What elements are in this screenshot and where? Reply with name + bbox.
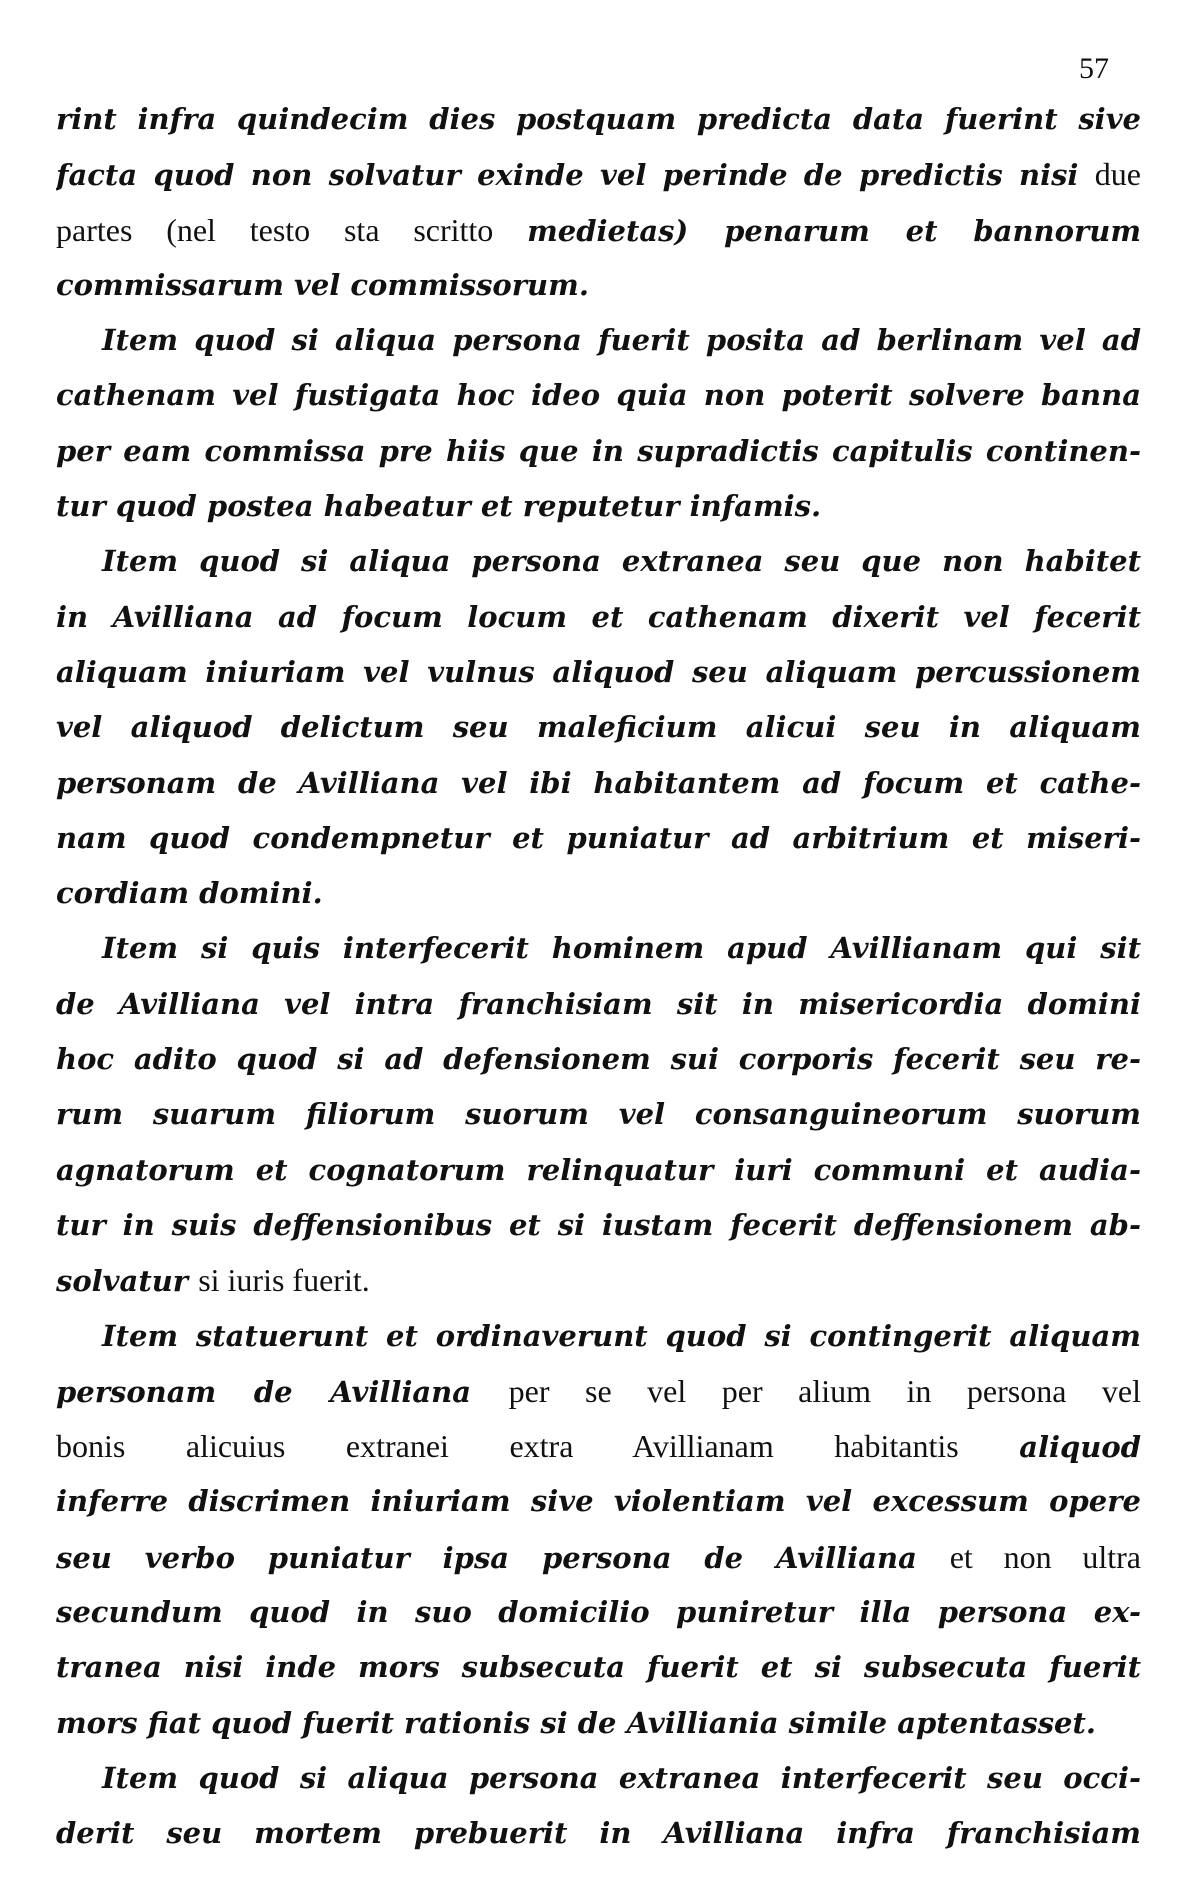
text-line <box>56 1751 1141 1806</box>
text-run: inferre discrimen iniuriam sive violentiam vel excessum opere <box>56 1484 1141 1519</box>
text-run: commissarum vel commissorum. <box>56 267 589 302</box>
text-line <box>56 424 1141 479</box>
text-run: cathenam vel fustigata hoc ideo quia non poterit solvere banna <box>56 378 1141 413</box>
text-run: tranea nisi inde mors subsecuta fuerit et si subsecuta fuerit <box>56 1650 1141 1685</box>
text-run: facta quod non solvatur exinde vel perinde de predictis nisi <box>56 158 1095 193</box>
text-line <box>56 1585 1141 1640</box>
text-run: personam de Avilliana vel ibi habitantem ad focum et cathe- <box>56 765 1141 800</box>
text-run: vel aliquod delictum seu maleficium alicui seu in aliquam <box>56 710 1141 745</box>
text-run: per se vel per alium in persona vel <box>508 1372 1141 1409</box>
text-run: in Avilliana ad focum locum et cathenam dixerit vel fecerit <box>56 599 1141 634</box>
text-run: cordiam domini. <box>56 876 323 911</box>
text-run: Item quod si aliqua persona extranea interfecerit seu occi- <box>102 1760 1141 1795</box>
text-line <box>56 1143 1141 1198</box>
text-line <box>56 479 1141 534</box>
text-line <box>56 1530 1141 1585</box>
text-line <box>56 1198 1141 1253</box>
text-line <box>56 1640 1141 1695</box>
text-run: rum suarum filiorum suorum vel consanguineorum suorum <box>56 1097 1141 1132</box>
text-run: de Avilliana vel intra franchisiam sit in misericordia domini <box>56 986 1141 1021</box>
text-run: Item quod si aliqua persona extranea seu que non habitet <box>102 544 1141 579</box>
text-line <box>56 811 1141 866</box>
text-run: aliquam iniuriam vel vulnus aliquod seu aliquam percussionem <box>56 654 1141 689</box>
text-run: mors fiat quod fuerit rationis si de Avilliania simile aptentasset. <box>56 1705 1096 1740</box>
text-run: medietas) penarum et bannorum <box>527 213 1141 248</box>
text-line <box>56 534 1141 589</box>
text-run: tur quod postea habeatur et reputetur infamis. <box>56 489 822 524</box>
text-run: si iuris fuerit. <box>198 1262 370 1299</box>
text-run: seu verbo puniatur ipsa persona de Avilliana <box>56 1540 950 1575</box>
text-line <box>56 1364 1141 1419</box>
text-line <box>56 921 1141 976</box>
text-run: solvatur <box>56 1264 199 1299</box>
text-run: rint infra quindecim dies postquam predicta data fuerint sive <box>56 102 1141 136</box>
text-line <box>56 313 1141 368</box>
text-line <box>56 368 1141 423</box>
text-run: tur in suis deffensionibus et si iustam fecerit deffensionem ab- <box>56 1207 1141 1242</box>
text-line <box>56 1696 1141 1751</box>
text-run: hoc adito quod si ad defensionem sui corporis fecerit seu re- <box>56 1042 1141 1077</box>
text-line <box>56 1309 1141 1364</box>
text-line <box>56 756 1141 811</box>
text-run: et non ultra <box>949 1538 1141 1575</box>
text-line <box>56 258 1141 313</box>
text-line <box>56 590 1141 645</box>
text-run: bonis alicuius extranei extra Avillianam habitantis <box>56 1428 1020 1465</box>
text-line <box>56 866 1141 921</box>
text-run: aliquod <box>1019 1430 1141 1465</box>
text-line <box>56 1419 1141 1474</box>
text-run: partes (nel testo sta scritto <box>56 211 528 248</box>
text-line <box>56 147 1141 202</box>
text-run: nam quod condempnetur et puniatur ad arbitrium et miseri- <box>56 820 1141 855</box>
text-run: Item si quis interfecerit hominem apud Avillianam qui sit <box>102 931 1141 966</box>
text-run: secundum quod in suo domicilio puniretur illa persona ex- <box>56 1595 1141 1630</box>
text-line <box>56 977 1141 1032</box>
text-run: personam de Avilliana <box>56 1374 509 1409</box>
body-text <box>56 92 1141 1862</box>
text-line <box>56 203 1141 258</box>
text-run: per eam commissa pre hiis que in supradictis capitulis continen- <box>56 433 1141 468</box>
text-line <box>56 700 1141 755</box>
text-run: due <box>1094 156 1141 193</box>
text-line <box>56 1253 1141 1308</box>
text-run: Item quod si aliqua persona fuerit posita ad berlinam vel ad <box>102 323 1141 358</box>
text-line <box>56 1032 1141 1087</box>
text-line <box>56 92 1141 147</box>
text-line <box>56 1087 1141 1142</box>
page-number: 57 <box>1079 52 1109 85</box>
text-line <box>56 645 1141 700</box>
text-line <box>56 1806 1141 1861</box>
text-run: Item statuerunt et ordinaverunt quod si contingerit aliquam <box>102 1318 1141 1353</box>
text-run: derit seu mortem prebuerit in Avilliana infra franchisiam <box>56 1816 1141 1851</box>
text-run: agnatorum et cognatorum relinquatur iuri communi et audia- <box>56 1152 1141 1187</box>
text-line <box>56 1474 1141 1529</box>
